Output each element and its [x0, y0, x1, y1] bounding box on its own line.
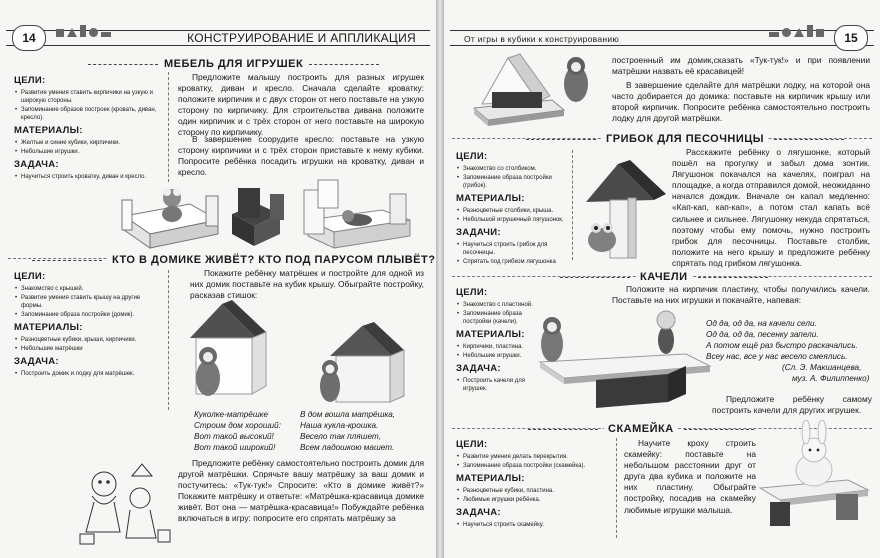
poem-line: Строим дом хороший:	[194, 421, 281, 431]
goals-label: ЦЕЛИ:	[456, 439, 488, 450]
poem-line: В дом вошла матрёшка,	[300, 410, 396, 419]
poem-line: Всем ладошкою машет.	[300, 443, 395, 453]
goals-label: ЦЕЛИ:	[14, 75, 46, 86]
goals-label: ЦЕЛИ:	[14, 271, 46, 282]
task-label: ЗАДАЧА:	[14, 356, 59, 368]
sidebar-bench	[456, 436, 614, 530]
poem-left-column	[194, 409, 304, 453]
swing-outro: Предложите ребёнку самому построить качели для других игрушек.	[712, 394, 872, 416]
section-title-houses: КТО В ДОМИКЕ ЖИВЁТ? КТО ПОД ПАРУСОМ ПЛЫВЁТ?	[108, 254, 436, 266]
sidebar-swing	[456, 284, 544, 394]
material-item: • Разноцветные кубики, крыши, кирпичики.	[14, 336, 162, 344]
material-item: • Небольшие матрёшки	[14, 345, 162, 353]
poem-line: Од да, од да, песенку запели.	[706, 330, 819, 340]
material-item: • Желтые и синие кубики, кирпичики.	[14, 139, 164, 147]
poem-right-column	[300, 409, 426, 453]
task-item: • Спрятать под грибком лягушонка	[456, 258, 568, 266]
children-playing-drawing	[76, 462, 172, 546]
page-number-left: 14	[12, 25, 46, 51]
swing-illustration	[536, 304, 722, 416]
column-divider	[168, 270, 169, 410]
goal-item: • Запоминание образов построек (кровать, диван, кресло).	[14, 106, 164, 122]
column-divider	[572, 150, 573, 260]
song-credit: (Сл. Э. Макшанцева,	[782, 363, 862, 373]
material-item: • Разноцветные кубики, пластина.	[456, 487, 614, 495]
houses-paragraph: Предложите ребёнку самостоятельно построить домик для другой матрёшки. Спрячьте вашу матрёшку за ваш домик и постучитесь: «Тук-тук!» Спросите: «Кто в домике живёт?» Покажите матрёшку и ответьте: «Матрёшка-красавица домике живёт. Вот она — матрёшка-красавица!» Побуждайте ребёнка включаться в игру: попросите его спрятать матрёшку за	[178, 458, 424, 524]
right-page	[444, 0, 880, 558]
goal-item: • Запоминание образа постройки (скамейка).	[456, 462, 614, 470]
material-item: • Небольшой игрушечный лягушонок.	[456, 216, 568, 224]
swing-song	[706, 318, 876, 384]
mushroom-frog-illustration	[582, 160, 670, 264]
sidebar-mushroom	[456, 148, 568, 267]
materials-label: МАТЕРИАЛЫ:	[456, 329, 525, 341]
left-header	[6, 22, 430, 50]
section-title-furniture: МЕБЕЛЬ ДЛЯ ИГРУШЕК	[164, 58, 304, 70]
task-label: ЗАДАЧА:	[456, 363, 501, 375]
goal-item: • Запоминание образа постройки (качели).	[456, 310, 544, 326]
material-item: • Небольшие игрушки.	[14, 148, 164, 156]
task-item: • Научиться строить скамейку.	[456, 521, 614, 529]
poem-line: Наша кукла-крошка.	[300, 421, 379, 431]
poem-line: Од да, од да, на качели сели.	[706, 319, 817, 328]
materials-label: МАТЕРИАЛЫ:	[456, 193, 525, 205]
task-label: ЗАДАЧИ:	[456, 227, 501, 239]
poem-line: Весело так пляшет,	[300, 432, 381, 442]
furniture-paragraph-2: В завершение соорудите кресло: поставьте на узкую сторону кирпичики и с трёх сторон приставьте к нему кубики. Попросите ребёнка посадить игрушки на кроватку, диван и кресло.	[178, 134, 424, 178]
materials-label: МАТЕРИАЛЫ:	[14, 125, 83, 137]
task-item: • Построить домик и лодку для матрёшек.	[14, 370, 162, 378]
running-title-right: От игры в кубики к конструированию	[464, 34, 620, 44]
sidebar-furniture	[14, 72, 164, 182]
houses-intro: Покажите ребёнку матрёшек и постройте для одной из них домик поставьте на кубик крышу. Обыграйте постройку, расказав стишок:	[190, 268, 424, 301]
swing-intro: Положите на кирпичик пластину, чтобы получились качели. Поставьте на них игрушки и покачайте, напевая:	[612, 284, 870, 306]
section-title-bench: СКАМЕЙКА	[604, 423, 678, 435]
right-header	[450, 22, 874, 50]
goal-item: • Запоминание образа постройки (грибок).	[456, 174, 568, 190]
mushroom-paragraph: Расскажите ребёнку о лягушонке, который пошёл на прогулку и забыл дома зонтик. Лягушонок покачался на качелях, поиграл на площадке, а когда отправился домой, неожиданно начался дождик. Вначале он капал медленно: «Кап-кап, кап-кап», а потом стал капать всё сильнее и сильнее. Лягушонку некуда спрятаться, поэтому чтобы ему помочь, нужно построить грибок для песочницы. Поставьте столбик, положите на него крышу и предложите ребёнку спрятать под грибком лягушонка.	[672, 147, 870, 268]
column-divider	[168, 72, 169, 182]
furniture-blocks-illustration	[120, 176, 420, 254]
goal-item: • Запоминание образа постройки (домик).	[14, 311, 162, 319]
goal-item: • Знакомство с пластиной.	[456, 301, 544, 309]
sidebar-houses	[14, 268, 162, 379]
poem-line: Вот такой широкий!	[194, 443, 276, 453]
section-title-mushroom: ГРИБОК ДЛЯ ПЕСОЧНИЦЫ	[602, 133, 768, 145]
task-item: • Научиться строить кроватку, диван и кресло.	[14, 173, 164, 181]
goals-label: ЦЕЛИ:	[456, 151, 488, 162]
song-credit: муз. А. Филиппенко)	[792, 374, 870, 384]
bench-paragraph: Научите кроху строить скамейку: поставьте на небольшом расстоянии друг от друга два кубика и положите на них пластину. Обыграйте постройку, посадив на скамейку любимые игрушки малыша.	[624, 438, 756, 515]
material-item: • Небольшие игрушки.	[456, 352, 544, 360]
material-item: • Кирпичики, пластина.	[456, 343, 544, 351]
poem-line: Вот такой высокий!	[194, 432, 274, 442]
goal-item: • Развитие умения делать перекрытия.	[456, 453, 614, 461]
poem-line: А потом ещё раз быстро раскачались.	[706, 341, 858, 351]
section-title-swing: КАЧЕЛИ	[636, 271, 692, 283]
header-shapes-icon	[769, 25, 824, 37]
material-item: • Разноцветные столбики, крыша.	[456, 207, 568, 215]
task-item: • Построить качели для игрушек.	[456, 377, 544, 393]
left-page	[0, 0, 436, 558]
column-divider	[616, 438, 617, 538]
goal-item: • Развитие умения ставить крышу на другие формы.	[14, 294, 162, 310]
poem-line: Куколке-матрёшке	[194, 410, 269, 419]
header-shapes-icon	[56, 25, 111, 37]
poem-line: Всеу нас, все у нас весело смеялись.	[706, 352, 848, 362]
furniture-paragraph-1: Предложите малышу построить для разных игрушек кроватку, диван и кресло. Сначала сделайте кроватку: положите кирпичик и с двух сторон от него поставьте на узкую сторону по кирпичику. Для строительства дивана положите один кирпичик и с трёх сторон от него поставьте на широкую сторону по кирпичику.	[178, 72, 424, 138]
material-item: • Любимые игрушки ребёнка.	[456, 496, 614, 504]
matryoshka-boat-illustration	[468, 52, 608, 128]
boat-paragraph: В завершение сделайте для матрёшки лодку, на которой она часто добирается до домика: поставьте на кирпичик крышу или второй кирпичик. Попросите ребёнка самостоятельно построить лодку для другой матрёшки.	[612, 80, 870, 124]
task-label: ЗАДАЧА:	[456, 507, 501, 518]
matryoshka-houses-illustration	[186, 298, 426, 406]
running-title-left: КОНСТРУИРОВАНИЕ И АППЛИКАЦИЯ	[187, 31, 416, 45]
page-number-right: 15	[834, 25, 868, 51]
book-gutter	[436, 0, 444, 558]
materials-label: МАТЕРИАЛЫ:	[14, 322, 83, 334]
task-item: • Научиться строить грибок для песочницы.	[456, 241, 568, 257]
goals-label: ЦЕЛИ:	[456, 287, 488, 298]
bench-bunny-illustration	[756, 420, 872, 532]
task-label: ЗАДАЧА:	[14, 159, 59, 171]
continuation-paragraph: построенный им домик,сказать «Тук-тук!» и при появлении матрёшки назвать её красавицей!	[612, 55, 870, 77]
materials-label: МАТЕРИАЛЫ:	[456, 473, 525, 484]
goal-item: • Знакомство с крышей.	[14, 285, 162, 293]
goal-item: • Знакомство со столбиком.	[456, 165, 568, 173]
goal-item: • Развитие умения ставить кирпичики на узкую и широкую стороны.	[14, 89, 164, 105]
